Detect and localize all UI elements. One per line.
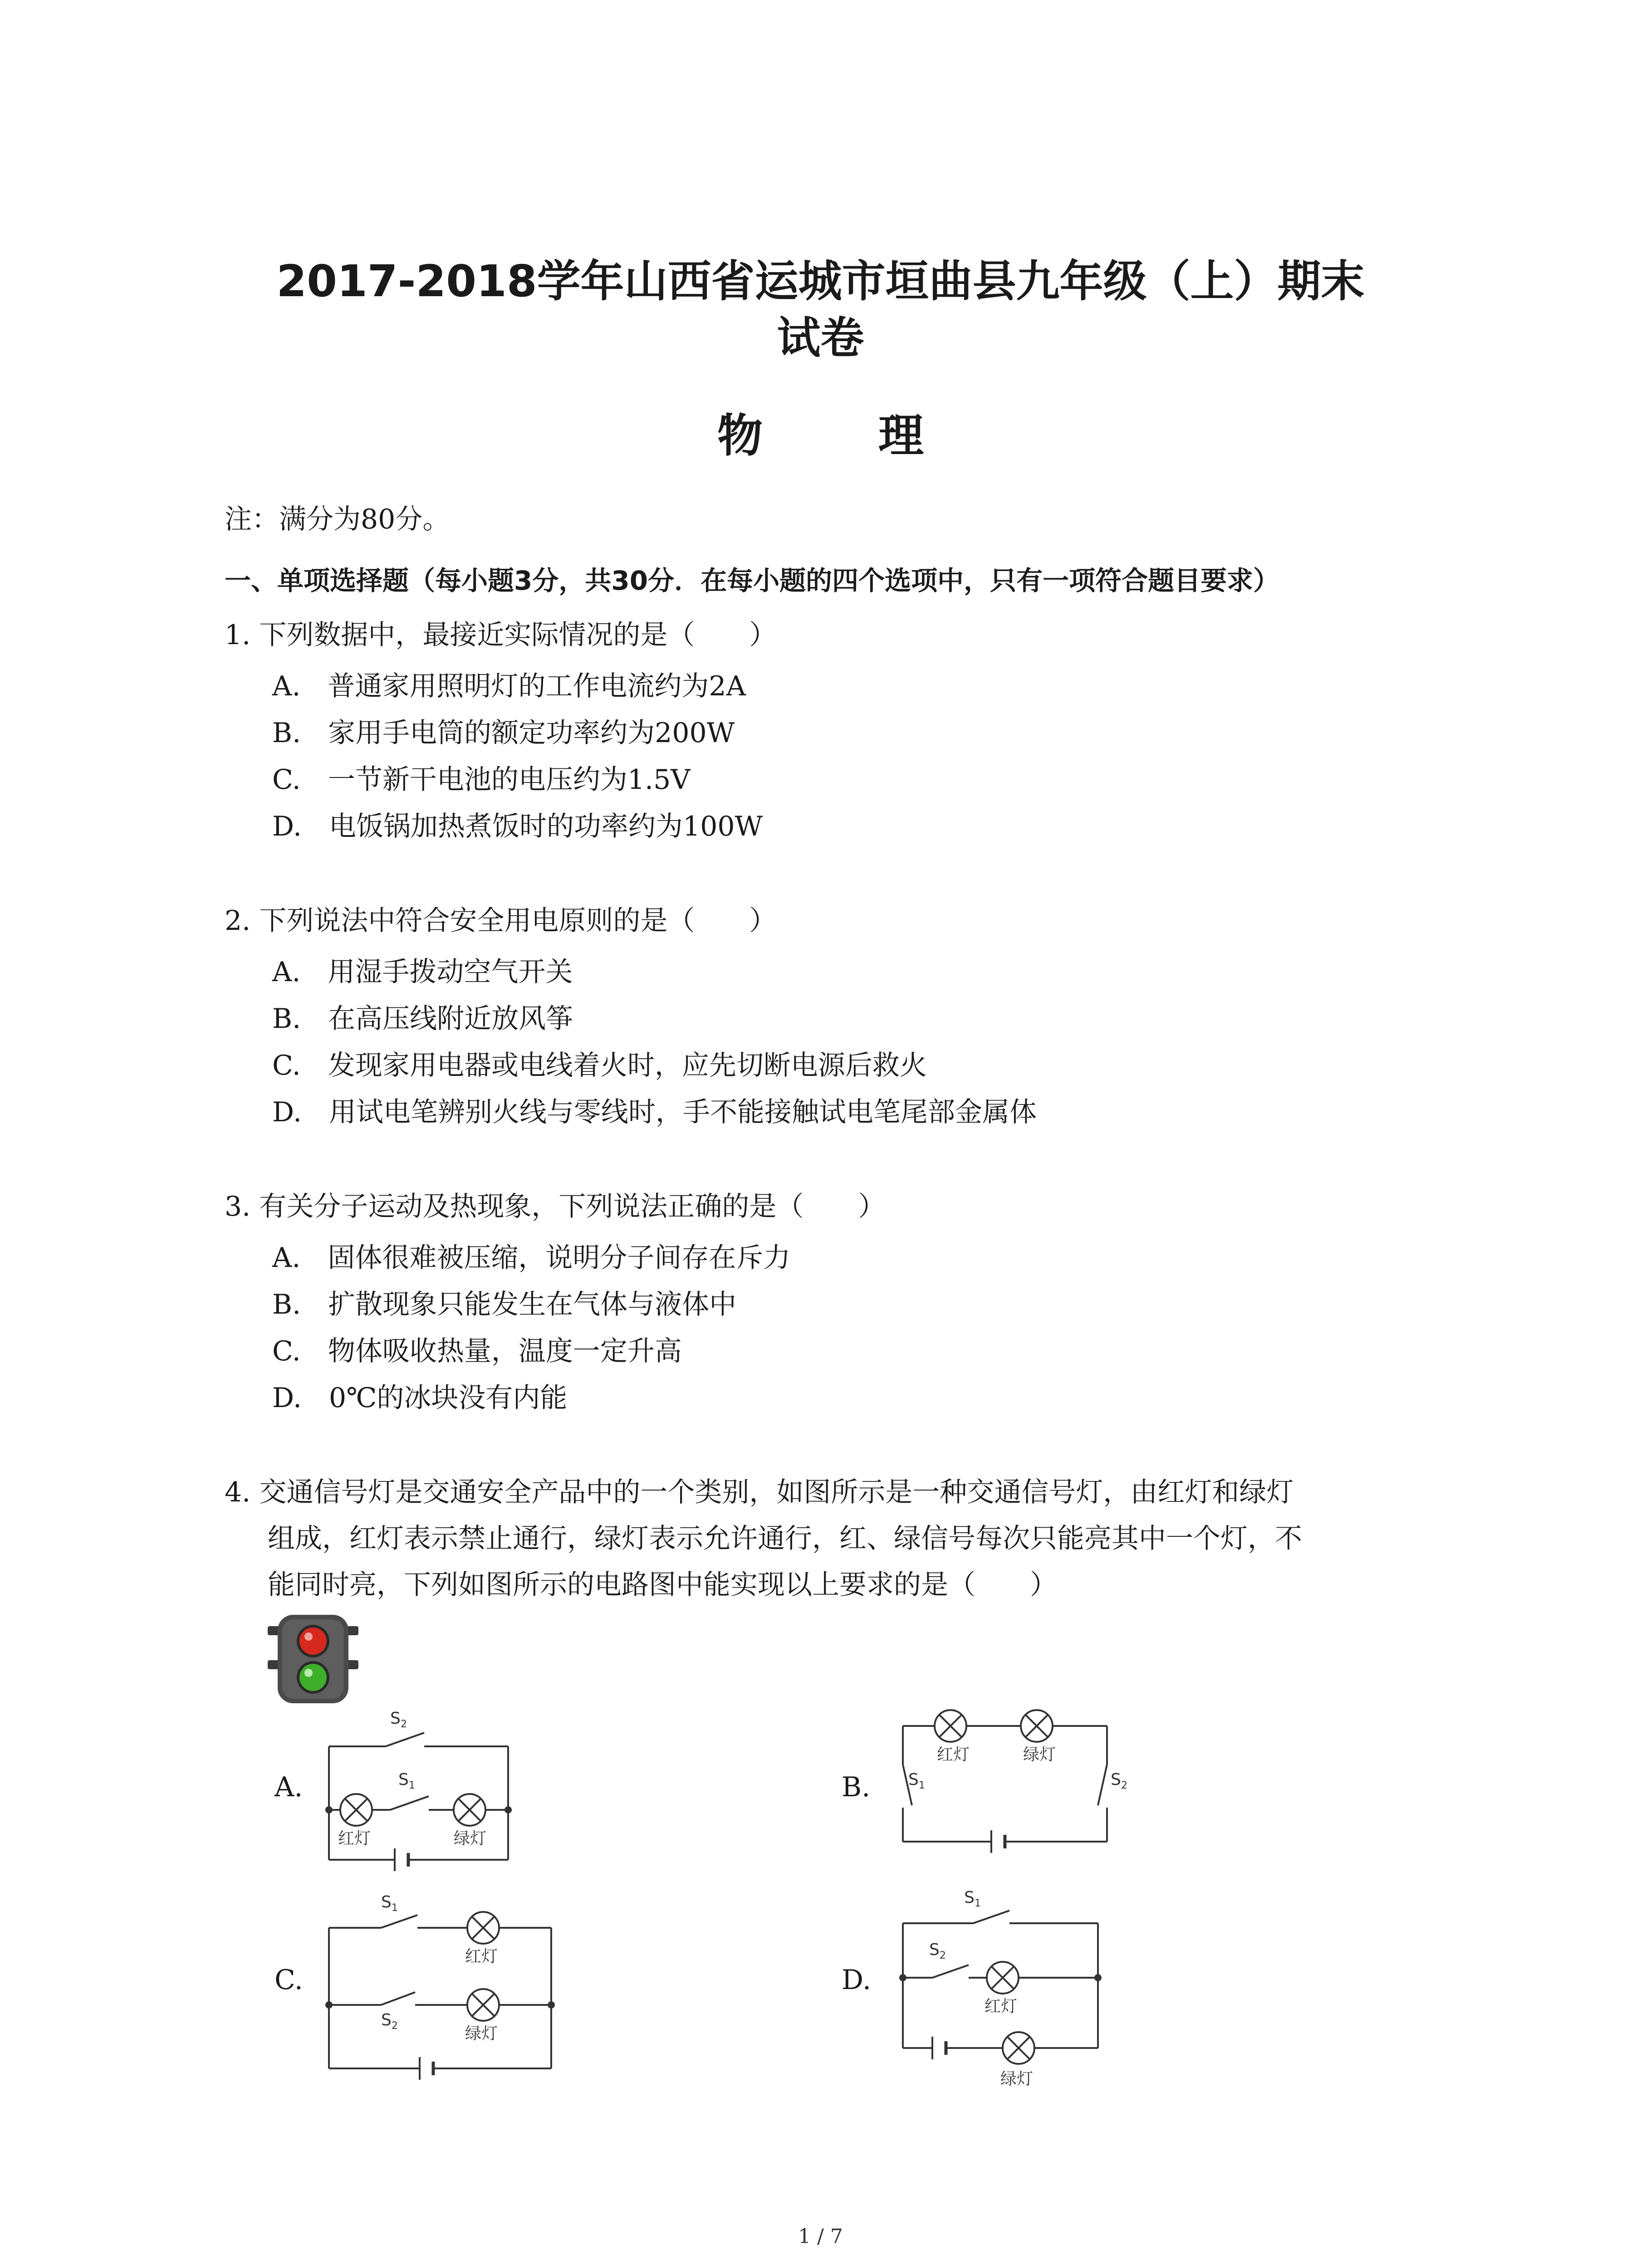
- b-s2-letter: S: [1111, 1770, 1121, 1789]
- q3-option-b: B. 扩散现象只能发生在气体与液体中: [272, 1289, 737, 1320]
- q2-option-a: A. 用湿手拨动空气开关: [272, 956, 573, 988]
- a-s2-sub: 2: [401, 1719, 407, 1730]
- d-red-label: 红灯: [985, 1997, 1018, 2016]
- circuit-diagram-a: [318, 1701, 526, 1892]
- q1-option-b: B. 家用手电筒的额定功率约为200W: [272, 717, 735, 749]
- circuit-diagram-c: [318, 1887, 563, 2087]
- circuit-option-b-label: B.: [842, 1771, 871, 1803]
- c-red-label: 红灯: [465, 1947, 498, 1966]
- circuit-diagram-b: [894, 1696, 1127, 1860]
- q3-option-a: A. 固体很难被压缩，说明分子间存在斥力: [272, 1242, 791, 1274]
- q2-option-b: B. 在高压线附近放风筝: [272, 1003, 573, 1035]
- circuit-diagram-d: [889, 1882, 1125, 2091]
- question-3-stem: 3. 有关分子运动及热现象，下列说法正确的是（ ）: [225, 1191, 886, 1222]
- b-green-label: 绿灯: [1023, 1745, 1056, 1764]
- b-s1-sub: 1: [919, 1780, 925, 1791]
- d-s1-letter: S: [964, 1888, 975, 1907]
- q3-option-d: D. 0℃的冰块没有内能: [272, 1382, 568, 1414]
- b-s2-sub: 2: [1121, 1780, 1127, 1791]
- circuit-option-d-label: D.: [842, 1964, 872, 1996]
- subject-heading: 物 理: [717, 409, 974, 462]
- circuit-option-c-label: C.: [274, 1964, 303, 1996]
- q2-option-d: D. 用试电笔辨别火线与零线时，手不能接触试电笔尾部金属体: [272, 1096, 1037, 1128]
- paper-title-line1: 2017-2018学年山西省运城市垣曲县九年级（上）期末: [276, 256, 1365, 307]
- d-s2-letter: S: [929, 1941, 940, 1959]
- b-red-label: 红灯: [937, 1745, 970, 1764]
- a-s2-letter: S: [390, 1709, 401, 1728]
- a-green-label: 绿灯: [454, 1829, 487, 1848]
- question-2-stem: 2. 下列说法中符合安全用电原则的是（ ）: [225, 905, 777, 937]
- q1-option-a: A. 普通家用照明灯的工作电流约为2A: [272, 670, 746, 702]
- a-red-label: 红灯: [338, 1829, 371, 1848]
- paper-title-line2: 试卷: [777, 313, 864, 363]
- circuit-option-a-label: A.: [274, 1771, 303, 1803]
- c-s2-sub: 2: [392, 2020, 398, 2032]
- section-heading: 一、单项选择题（每小题3分，共30分．在每小题的四个选项中，只有一项符合题目要求）: [225, 565, 1280, 596]
- question-1-stem: 1. 下列数据中，最接近实际情况的是（ ）: [225, 619, 777, 651]
- c-s1-letter: S: [381, 1893, 392, 1911]
- q2-option-c: C. 发现家用电器或电线着火时，应先切断电源后救火: [272, 1050, 927, 1081]
- c-s2-letter: S: [381, 2011, 392, 2029]
- a-s1-sub: 1: [409, 1780, 415, 1791]
- question-4-stem-line3: 能同时亮，下列如图所示的电路图中能实现以上要求的是（ ）: [268, 1569, 1057, 1601]
- d-green-label: 绿灯: [1000, 2070, 1034, 2088]
- a-s1-letter: S: [398, 1770, 409, 1789]
- d-s1-sub: 1: [975, 1898, 981, 1909]
- page-number: 1 / 7: [798, 2225, 843, 2248]
- question-4-stem-line1: 4. 交通信号灯是交通安全产品中的一个类别，如图所示是一种交通信号灯，由红灯和绿灯: [225, 1476, 1294, 1508]
- c-green-label: 绿灯: [465, 2024, 498, 2043]
- d-s2-sub: 2: [940, 1950, 946, 1961]
- q1-option-d: D. 电饭锅加热煮饭时的功率约为100W: [272, 811, 763, 842]
- c-s1-sub: 1: [392, 1902, 398, 1914]
- question-4-stem-line2: 组成，红灯表示禁止通行，绿灯表示允许通行，红、绿信号每次只能亮其中一个灯，不: [268, 1523, 1302, 1554]
- b-s1-letter: S: [908, 1770, 919, 1789]
- traffic-light-icon: [268, 1615, 358, 1706]
- score-note: 注：满分为80分。: [225, 503, 450, 535]
- q3-option-c: C. 物体吸收热量，温度一定升高: [272, 1335, 682, 1367]
- q1-option-c: C. 一节新干电池的电压约为1.5V: [272, 764, 691, 796]
